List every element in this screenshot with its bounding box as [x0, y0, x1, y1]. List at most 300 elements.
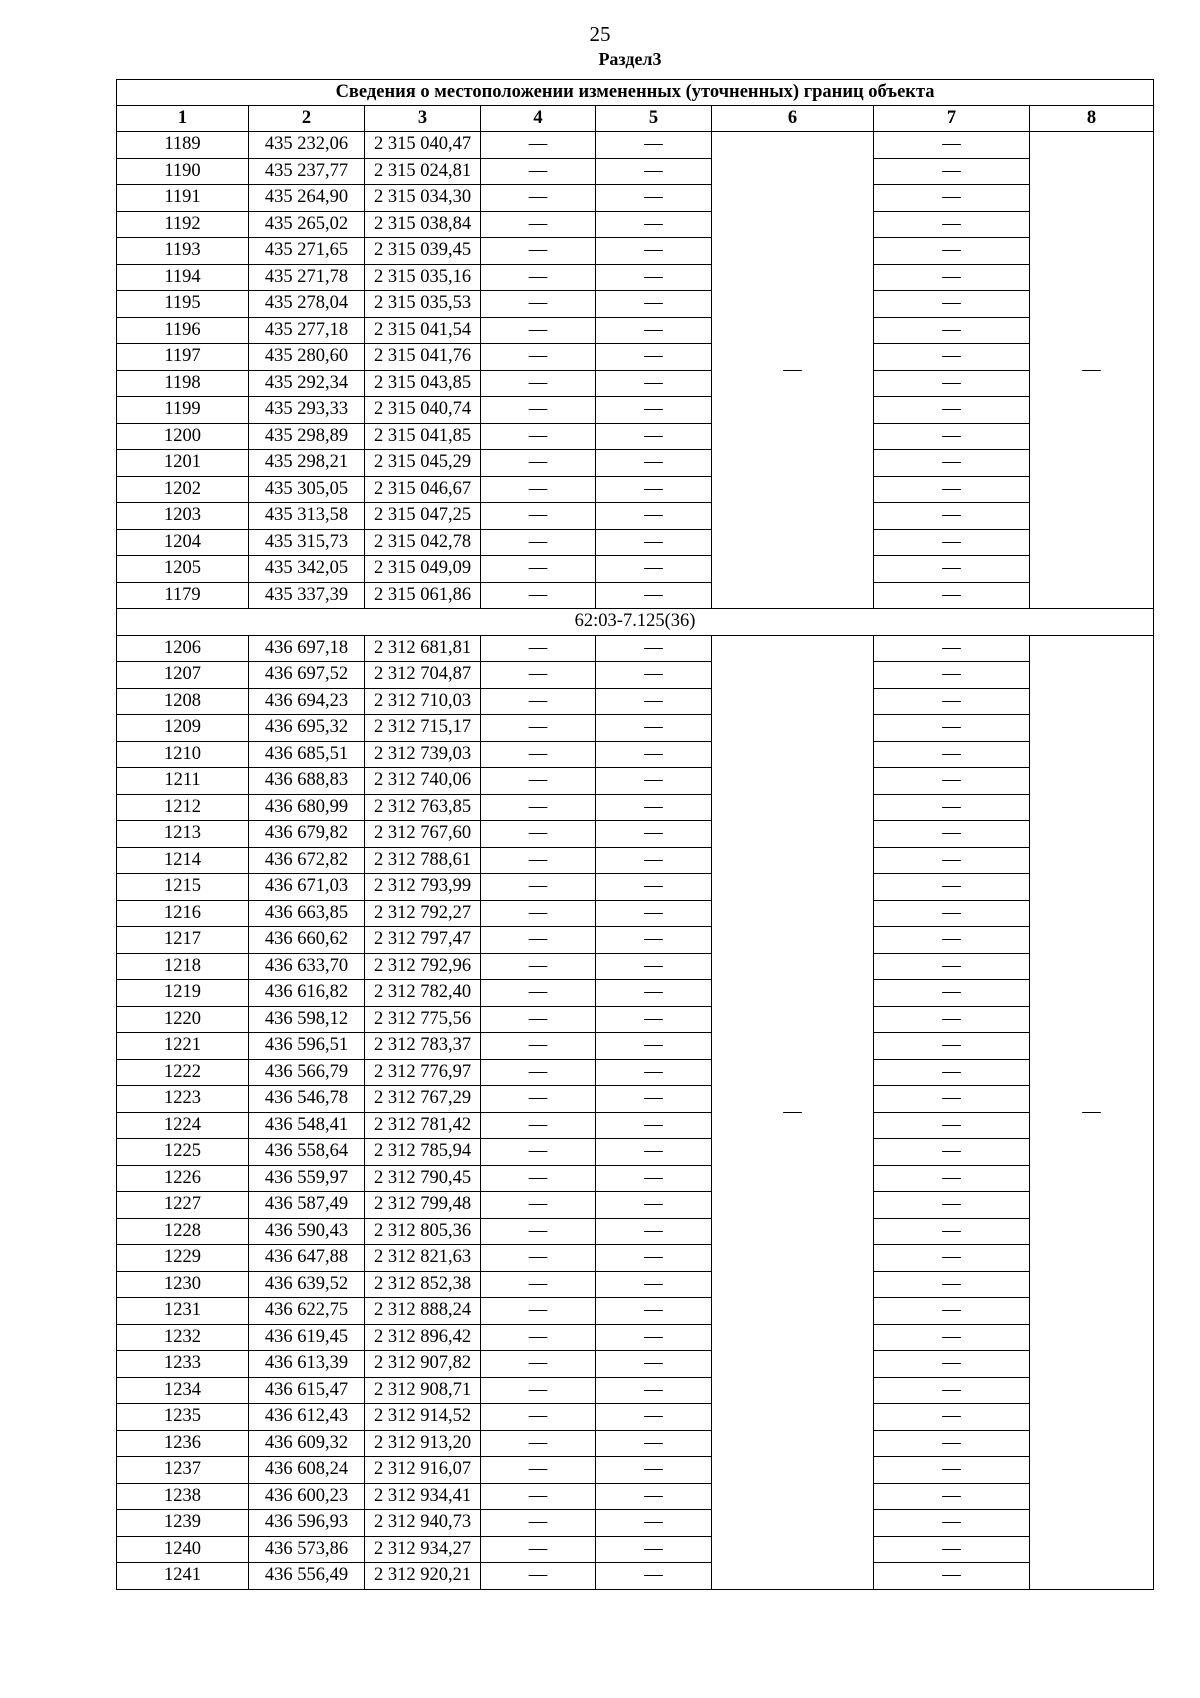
x-coordinate-cell: 435 237,77: [249, 158, 365, 185]
table-row: [117, 503, 1154, 530]
col7-cell: —: [874, 158, 1030, 185]
col7-cell: —: [874, 1139, 1030, 1166]
col5-cell: —: [596, 264, 712, 291]
table-row: [117, 794, 1154, 821]
table-row: [117, 450, 1154, 477]
table-row: [117, 1404, 1154, 1431]
y-coordinate-cell: 2 312 793,99: [365, 874, 481, 901]
x-coordinate-cell: 436 598,12: [249, 1006, 365, 1033]
col4-cell: —: [481, 821, 596, 848]
point-number-cell: 1193: [117, 238, 249, 265]
point-number-cell: 1218: [117, 953, 249, 980]
y-coordinate-cell: 2 312 767,60: [365, 821, 481, 848]
point-number-cell: 1237: [117, 1457, 249, 1484]
x-coordinate-cell: 436 559,97: [249, 1165, 365, 1192]
col5-cell: —: [596, 185, 712, 212]
x-coordinate-cell: 435 337,39: [249, 582, 365, 609]
point-number-cell: 1204: [117, 529, 249, 556]
x-coordinate-cell: 436 596,93: [249, 1510, 365, 1537]
point-number-cell: 1227: [117, 1192, 249, 1219]
col4-cell: —: [481, 1377, 596, 1404]
col7-cell: —: [874, 1271, 1030, 1298]
col5-cell: —: [596, 503, 712, 530]
x-coordinate-cell: 435 264,90: [249, 185, 365, 212]
y-coordinate-cell: 2 312 799,48: [365, 1192, 481, 1219]
x-coordinate-cell: 435 271,65: [249, 238, 365, 265]
y-coordinate-cell: 2 312 763,85: [365, 794, 481, 821]
col7-cell: —: [874, 1192, 1030, 1219]
col7-cell: —: [874, 980, 1030, 1007]
y-coordinate-cell: 2 312 888,24: [365, 1298, 481, 1325]
point-number-cell: 1205: [117, 556, 249, 583]
y-coordinate-cell: 2 315 047,25: [365, 503, 481, 530]
y-coordinate-cell: 2 312 781,42: [365, 1112, 481, 1139]
col5-cell: —: [596, 662, 712, 689]
y-coordinate-cell: 2 315 035,16: [365, 264, 481, 291]
merged-col6-cell: —: [712, 132, 874, 609]
point-number-cell: 1240: [117, 1536, 249, 1563]
col4-cell: —: [481, 635, 596, 662]
y-coordinate-cell: 2 315 034,30: [365, 185, 481, 212]
point-number-cell: 1241: [117, 1563, 249, 1590]
col4-cell: —: [481, 1006, 596, 1033]
col5-cell: —: [596, 1218, 712, 1245]
col4-cell: —: [481, 1245, 596, 1272]
point-number-cell: 1201: [117, 450, 249, 477]
x-coordinate-cell: 436 596,51: [249, 1033, 365, 1060]
col5-cell: —: [596, 768, 712, 795]
col4-cell: —: [481, 1271, 596, 1298]
col5-cell: —: [596, 794, 712, 821]
table-row: [117, 1245, 1154, 1272]
table-row: [117, 688, 1154, 715]
col5-cell: —: [596, 1404, 712, 1431]
col4-cell: —: [481, 794, 596, 821]
table-row: [117, 900, 1154, 927]
col5-cell: —: [596, 1006, 712, 1033]
table-row: [117, 821, 1154, 848]
col5-cell: —: [596, 1245, 712, 1272]
col7-cell: —: [874, 1298, 1030, 1325]
col5-cell: —: [596, 370, 712, 397]
point-number-cell: 1222: [117, 1059, 249, 1086]
x-coordinate-cell: 436 663,85: [249, 900, 365, 927]
point-number-cell: 1226: [117, 1165, 249, 1192]
table-row: [117, 529, 1154, 556]
column-header: 8: [1030, 106, 1154, 132]
y-coordinate-cell: 2 312 782,40: [365, 980, 481, 1007]
column-header: 7: [874, 106, 1030, 132]
col4-cell: —: [481, 847, 596, 874]
point-number-cell: 1235: [117, 1404, 249, 1431]
col7-cell: —: [874, 1033, 1030, 1060]
x-coordinate-cell: 435 298,89: [249, 423, 365, 450]
col4-cell: —: [481, 953, 596, 980]
x-coordinate-cell: 435 293,33: [249, 397, 365, 424]
point-number-cell: 1209: [117, 715, 249, 742]
point-number-cell: 1190: [117, 158, 249, 185]
y-coordinate-cell: 2 315 042,78: [365, 529, 481, 556]
col7-cell: —: [874, 662, 1030, 689]
col5-cell: —: [596, 476, 712, 503]
col7-cell: —: [874, 529, 1030, 556]
y-coordinate-cell: 2 315 041,54: [365, 317, 481, 344]
x-coordinate-cell: 435 232,06: [249, 132, 365, 159]
point-number-cell: 1217: [117, 927, 249, 954]
col5-cell: —: [596, 291, 712, 318]
col4-cell: —: [481, 132, 596, 159]
table-row: [117, 238, 1154, 265]
y-coordinate-cell: 2 315 046,67: [365, 476, 481, 503]
y-coordinate-cell: 2 315 061,86: [365, 582, 481, 609]
column-header: 5: [596, 106, 712, 132]
col5-cell: —: [596, 715, 712, 742]
col7-cell: —: [874, 1112, 1030, 1139]
point-number-cell: 1239: [117, 1510, 249, 1537]
col7-cell: —: [874, 1510, 1030, 1537]
col7-cell: —: [874, 1006, 1030, 1033]
point-number-cell: 1233: [117, 1351, 249, 1378]
table-row: [117, 370, 1154, 397]
col7-cell: —: [874, 1086, 1030, 1113]
table-row: [117, 1510, 1154, 1537]
y-coordinate-cell: 2 315 038,84: [365, 211, 481, 238]
x-coordinate-cell: 435 277,18: [249, 317, 365, 344]
col7-cell: —: [874, 1059, 1030, 1086]
col7-cell: —: [874, 450, 1030, 477]
point-number-cell: 1234: [117, 1377, 249, 1404]
x-coordinate-cell: 436 558,64: [249, 1139, 365, 1166]
col5-cell: —: [596, 1139, 712, 1166]
point-number-cell: 1195: [117, 291, 249, 318]
col4-cell: —: [481, 1404, 596, 1431]
point-number-cell: 1224: [117, 1112, 249, 1139]
x-coordinate-cell: 435 298,21: [249, 450, 365, 477]
col7-cell: —: [874, 741, 1030, 768]
table-row: [117, 715, 1154, 742]
y-coordinate-cell: 2 312 792,27: [365, 900, 481, 927]
col5-cell: —: [596, 132, 712, 159]
x-coordinate-cell: 436 660,62: [249, 927, 365, 954]
col4-cell: —: [481, 1218, 596, 1245]
col5-cell: —: [596, 1298, 712, 1325]
col4-cell: —: [481, 397, 596, 424]
point-number-cell: 1207: [117, 662, 249, 689]
y-coordinate-cell: 2 315 035,53: [365, 291, 481, 318]
point-number-cell: 1232: [117, 1324, 249, 1351]
y-coordinate-cell: 2 312 788,61: [365, 847, 481, 874]
col5-cell: —: [596, 1112, 712, 1139]
col4-cell: —: [481, 1324, 596, 1351]
col4-cell: —: [481, 582, 596, 609]
y-coordinate-cell: 2 315 040,47: [365, 132, 481, 159]
x-coordinate-cell: 435 280,60: [249, 344, 365, 371]
table-row: [117, 1563, 1154, 1590]
y-coordinate-cell: 2 312 916,07: [365, 1457, 481, 1484]
point-number-cell: 1196: [117, 317, 249, 344]
column-header: 6: [712, 106, 874, 132]
x-coordinate-cell: 436 680,99: [249, 794, 365, 821]
y-coordinate-cell: 2 312 934,27: [365, 1536, 481, 1563]
table-row: [117, 291, 1154, 318]
y-coordinate-cell: 2 312 715,17: [365, 715, 481, 742]
x-coordinate-cell: 436 639,52: [249, 1271, 365, 1298]
col4-cell: —: [481, 688, 596, 715]
x-coordinate-cell: 436 609,32: [249, 1430, 365, 1457]
table-row: [117, 980, 1154, 1007]
x-coordinate-cell: 436 671,03: [249, 874, 365, 901]
col5-cell: —: [596, 1192, 712, 1219]
point-number-cell: 1179: [117, 582, 249, 609]
col4-cell: —: [481, 158, 596, 185]
col5-cell: —: [596, 158, 712, 185]
x-coordinate-cell: 436 600,23: [249, 1483, 365, 1510]
merged-col8-cell: —: [1030, 132, 1154, 609]
y-coordinate-cell: 2 312 790,45: [365, 1165, 481, 1192]
col5-cell: —: [596, 980, 712, 1007]
col4-cell: —: [481, 1430, 596, 1457]
col7-cell: —: [874, 238, 1030, 265]
table-row: [117, 423, 1154, 450]
x-coordinate-cell: 436 556,49: [249, 1563, 365, 1590]
col4-cell: —: [481, 1139, 596, 1166]
table-row: [117, 132, 1154, 159]
col4-cell: —: [481, 1536, 596, 1563]
y-coordinate-cell: 2 312 783,37: [365, 1033, 481, 1060]
col4-cell: —: [481, 1112, 596, 1139]
col7-cell: —: [874, 1483, 1030, 1510]
x-coordinate-cell: 435 342,05: [249, 556, 365, 583]
point-number-cell: 1228: [117, 1218, 249, 1245]
col5-cell: —: [596, 344, 712, 371]
x-coordinate-cell: 435 265,02: [249, 211, 365, 238]
col5-cell: —: [596, 1271, 712, 1298]
col7-cell: —: [874, 556, 1030, 583]
point-number-cell: 1229: [117, 1245, 249, 1272]
x-coordinate-cell: 436 672,82: [249, 847, 365, 874]
y-coordinate-cell: 2 315 045,29: [365, 450, 481, 477]
y-coordinate-cell: 2 315 049,09: [365, 556, 481, 583]
col4-cell: —: [481, 211, 596, 238]
col4-cell: —: [481, 980, 596, 1007]
col5-cell: —: [596, 1351, 712, 1378]
x-coordinate-cell: 436 566,79: [249, 1059, 365, 1086]
x-coordinate-cell: 435 292,34: [249, 370, 365, 397]
x-coordinate-cell: 436 615,47: [249, 1377, 365, 1404]
col5-cell: —: [596, 1377, 712, 1404]
col7-cell: —: [874, 821, 1030, 848]
y-coordinate-cell: 2 312 740,06: [365, 768, 481, 795]
col5-cell: —: [596, 847, 712, 874]
col4-cell: —: [481, 423, 596, 450]
col5-cell: —: [596, 1510, 712, 1537]
col7-cell: —: [874, 794, 1030, 821]
merged-col6-cell: —: [712, 635, 874, 1589]
col7-cell: —: [874, 1377, 1030, 1404]
point-number-cell: 1191: [117, 185, 249, 212]
col7-cell: —: [874, 768, 1030, 795]
table-row: [117, 768, 1154, 795]
col4-cell: —: [481, 1086, 596, 1113]
col5-cell: —: [596, 635, 712, 662]
x-coordinate-cell: 435 271,78: [249, 264, 365, 291]
col5-cell: —: [596, 1536, 712, 1563]
col4-cell: —: [481, 768, 596, 795]
point-number-cell: 1221: [117, 1033, 249, 1060]
col5-cell: —: [596, 423, 712, 450]
col4-cell: —: [481, 662, 596, 689]
col7-cell: —: [874, 1563, 1030, 1590]
col4-cell: —: [481, 344, 596, 371]
col4-cell: —: [481, 1510, 596, 1537]
x-coordinate-cell: 436 612,43: [249, 1404, 365, 1431]
table-row: [117, 1536, 1154, 1563]
table-title: Сведения о местоположении измененных (уточненных) границ объекта: [117, 80, 1154, 106]
col7-cell: —: [874, 1536, 1030, 1563]
col7-cell: —: [874, 1351, 1030, 1378]
table-row: [117, 953, 1154, 980]
point-number-cell: 1210: [117, 741, 249, 768]
table-body: [117, 132, 1154, 1590]
col4-cell: —: [481, 1033, 596, 1060]
table-row: [117, 317, 1154, 344]
point-number-cell: 1200: [117, 423, 249, 450]
column-header: 1: [117, 106, 249, 132]
point-number-cell: 1216: [117, 900, 249, 927]
y-coordinate-cell: 2 315 039,45: [365, 238, 481, 265]
table-row: [117, 1430, 1154, 1457]
col7-cell: —: [874, 291, 1030, 318]
y-coordinate-cell: 2 312 785,94: [365, 1139, 481, 1166]
y-coordinate-cell: 2 312 792,96: [365, 953, 481, 980]
col7-cell: —: [874, 211, 1030, 238]
col7-cell: —: [874, 927, 1030, 954]
col5-cell: —: [596, 1430, 712, 1457]
col5-cell: —: [596, 1563, 712, 1590]
y-coordinate-cell: 2 312 821,63: [365, 1245, 481, 1272]
col7-cell: —: [874, 1430, 1030, 1457]
table-row: [117, 874, 1154, 901]
table-row: [117, 211, 1154, 238]
point-number-cell: 1206: [117, 635, 249, 662]
section-row: [117, 609, 1154, 636]
table-row: [117, 1165, 1154, 1192]
y-coordinate-cell: 2 312 940,73: [365, 1510, 481, 1537]
col7-cell: —: [874, 688, 1030, 715]
table-row: [117, 582, 1154, 609]
col5-cell: —: [596, 821, 712, 848]
col4-cell: —: [481, 291, 596, 318]
col5-cell: —: [596, 317, 712, 344]
col7-cell: —: [874, 132, 1030, 159]
col7-cell: —: [874, 1218, 1030, 1245]
col7-cell: —: [874, 264, 1030, 291]
y-coordinate-cell: 2 312 797,47: [365, 927, 481, 954]
point-number-cell: 1231: [117, 1298, 249, 1325]
table-row: [117, 476, 1154, 503]
col4-cell: —: [481, 450, 596, 477]
column-header: 2: [249, 106, 365, 132]
col5-cell: —: [596, 953, 712, 980]
x-coordinate-cell: 436 546,78: [249, 1086, 365, 1113]
col7-cell: —: [874, 582, 1030, 609]
point-number-cell: 1230: [117, 1271, 249, 1298]
col4-cell: —: [481, 370, 596, 397]
table-row: [117, 158, 1154, 185]
x-coordinate-cell: 435 278,04: [249, 291, 365, 318]
table-row: [117, 1483, 1154, 1510]
table-row: [117, 1298, 1154, 1325]
x-coordinate-cell: 436 619,45: [249, 1324, 365, 1351]
col5-cell: —: [596, 529, 712, 556]
col4-cell: —: [481, 1165, 596, 1192]
table-row: [117, 1192, 1154, 1219]
col7-cell: —: [874, 1404, 1030, 1431]
y-coordinate-cell: 2 312 681,81: [365, 635, 481, 662]
point-number-cell: 1238: [117, 1483, 249, 1510]
col7-cell: —: [874, 635, 1030, 662]
col5-cell: —: [596, 688, 712, 715]
col4-cell: —: [481, 1192, 596, 1219]
col7-cell: —: [874, 847, 1030, 874]
coordinates-table: [116, 79, 1154, 1590]
y-coordinate-cell: 2 312 852,38: [365, 1271, 481, 1298]
y-coordinate-cell: 2 312 896,42: [365, 1324, 481, 1351]
table-row: [117, 344, 1154, 371]
table-row: [117, 847, 1154, 874]
col7-cell: —: [874, 476, 1030, 503]
y-coordinate-cell: 2 315 041,85: [365, 423, 481, 450]
table-row: [117, 1139, 1154, 1166]
y-coordinate-cell: 2 312 908,71: [365, 1377, 481, 1404]
point-number-cell: 1219: [117, 980, 249, 1007]
col7-cell: —: [874, 953, 1030, 980]
col7-cell: —: [874, 715, 1030, 742]
col7-cell: —: [874, 397, 1030, 424]
table-row: [117, 1086, 1154, 1113]
table-row: [117, 1112, 1154, 1139]
column-header: 3: [365, 106, 481, 132]
col4-cell: —: [481, 927, 596, 954]
col5-cell: —: [596, 900, 712, 927]
x-coordinate-cell: 436 647,88: [249, 1245, 365, 1272]
col4-cell: —: [481, 529, 596, 556]
x-coordinate-cell: 436 622,75: [249, 1298, 365, 1325]
col4-cell: —: [481, 1563, 596, 1590]
col5-cell: —: [596, 1165, 712, 1192]
x-coordinate-cell: 436 697,18: [249, 635, 365, 662]
col4-cell: —: [481, 1298, 596, 1325]
point-number-cell: 1192: [117, 211, 249, 238]
col4-cell: —: [481, 874, 596, 901]
point-number-cell: 1212: [117, 794, 249, 821]
table-row: [117, 1324, 1154, 1351]
point-number-cell: 1203: [117, 503, 249, 530]
x-coordinate-cell: 436 633,70: [249, 953, 365, 980]
col5-cell: —: [596, 1324, 712, 1351]
y-coordinate-cell: 2 312 920,21: [365, 1563, 481, 1590]
point-number-cell: 1208: [117, 688, 249, 715]
col4-cell: —: [481, 317, 596, 344]
col5-cell: —: [596, 1457, 712, 1484]
table-row: [117, 1033, 1154, 1060]
table-row: [117, 185, 1154, 212]
x-coordinate-cell: 436 587,49: [249, 1192, 365, 1219]
col7-cell: —: [874, 185, 1030, 212]
col5-cell: —: [596, 1033, 712, 1060]
y-coordinate-cell: 2 315 043,85: [365, 370, 481, 397]
point-number-cell: 1194: [117, 264, 249, 291]
